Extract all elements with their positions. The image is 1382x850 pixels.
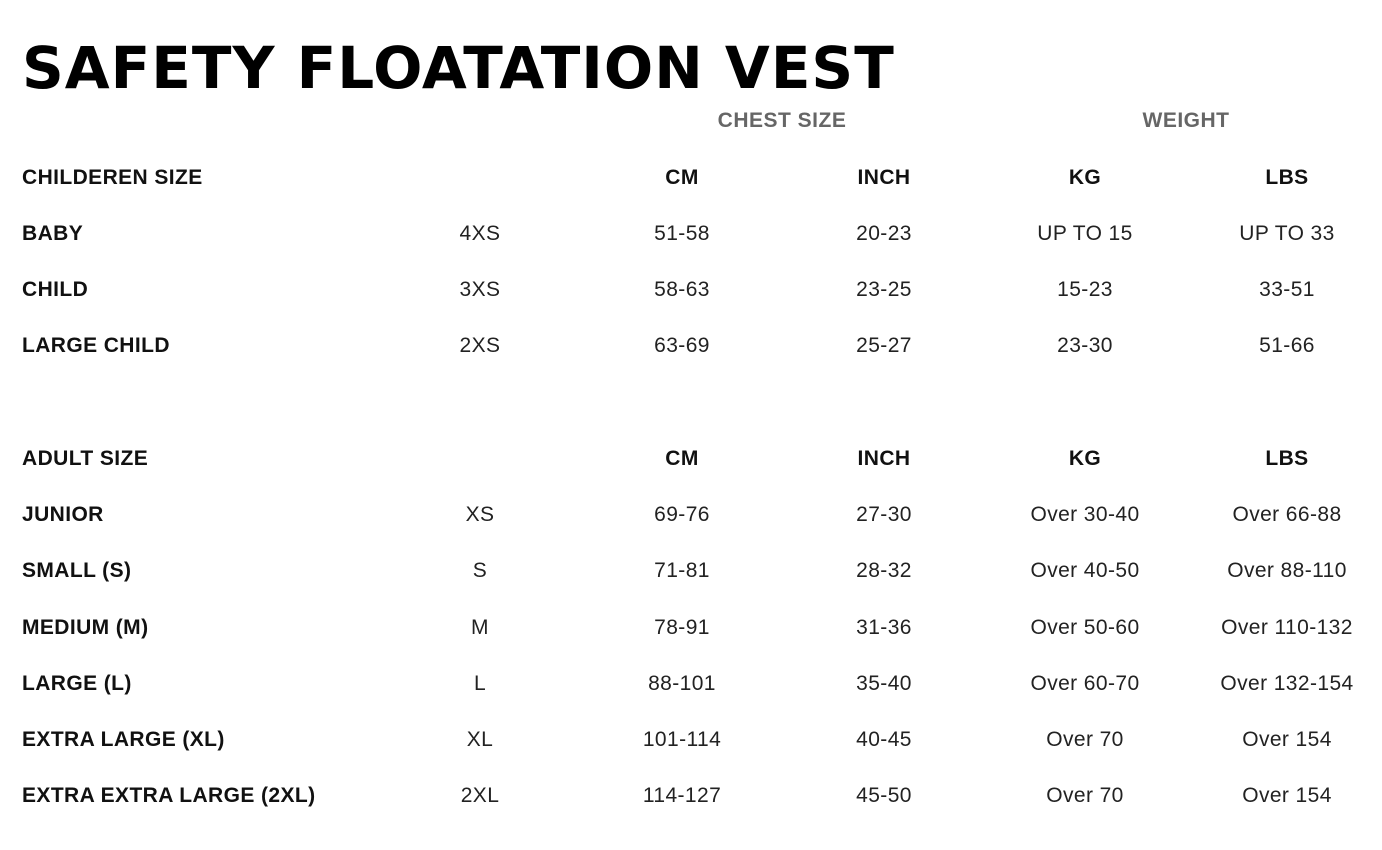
inch-column-header: INCH <box>857 447 911 470</box>
size-label: CHILD <box>22 278 89 301</box>
chest-cm: 114-127 <box>642 784 722 807</box>
cm-column-header: CM <box>665 166 699 189</box>
table-row <box>0 326 1382 366</box>
chest-cm: 51-58 <box>654 222 710 245</box>
lbs-column-header: LBS <box>1265 447 1309 470</box>
chest-cm: 78-91 <box>654 616 710 639</box>
kg-column-header: KG <box>1068 447 1102 470</box>
chest-inch: 20-23 <box>856 222 912 245</box>
weight-kg: Over 70 <box>1046 728 1124 751</box>
chest-inch: 35-40 <box>856 672 912 695</box>
size-code: 3XS <box>459 278 501 301</box>
weight-kg: Over 50-60 <box>1030 616 1140 639</box>
chest-cm: 63-69 <box>654 334 710 357</box>
chest-cm: 71-81 <box>654 559 710 582</box>
table-row <box>0 551 1382 591</box>
table-row <box>0 270 1382 310</box>
size-label: BABY <box>22 222 84 245</box>
kg-column-header: KG <box>1068 166 1102 189</box>
weight-lbs: Over 66-88 <box>1232 503 1342 526</box>
size-code: L <box>473 672 487 695</box>
children-header-row <box>0 158 1382 198</box>
lbs-column-header: LBS <box>1265 166 1309 189</box>
chest-cm: 101-114 <box>642 728 722 751</box>
cm-column-header: CM <box>665 447 699 470</box>
weight-kg: Over 30-40 <box>1030 503 1140 526</box>
chest-inch: 28-32 <box>856 559 912 582</box>
weight-lbs: Over 132-154 <box>1220 672 1354 695</box>
chest-inch: 45-50 <box>856 784 912 807</box>
chest-cm: 58-63 <box>654 278 710 301</box>
weight-lbs: 33-51 <box>1259 278 1315 301</box>
size-code: XL <box>466 728 494 751</box>
size-code: S <box>472 559 488 582</box>
chest-size-group-header: CHEST SIZE <box>717 109 847 132</box>
chest-inch: 40-45 <box>856 728 912 751</box>
chest-inch: 27-30 <box>856 503 912 526</box>
children-size-heading: CHILDEREN SIZE <box>22 166 203 189</box>
size-code: 2XS <box>459 334 501 357</box>
weight-kg: UP TO 15 <box>1037 222 1133 245</box>
weight-kg: Over 70 <box>1046 784 1124 807</box>
weight-group-header: WEIGHT <box>1142 109 1230 132</box>
size-code: 4XS <box>459 222 501 245</box>
inch-column-header: INCH <box>857 166 911 189</box>
weight-lbs: 51-66 <box>1259 334 1315 357</box>
weight-lbs: UP TO 33 <box>1239 222 1335 245</box>
weight-lbs: Over 154 <box>1242 728 1332 751</box>
weight-lbs: Over 110-132 <box>1221 616 1353 639</box>
chest-cm: 69-76 <box>654 503 710 526</box>
chest-cm: 88-101 <box>648 672 716 695</box>
weight-kg: Over 40-50 <box>1030 559 1140 582</box>
weight-kg: 15-23 <box>1057 278 1113 301</box>
size-label: MEDIUM (M) <box>22 616 149 639</box>
size-label: JUNIOR <box>22 503 104 526</box>
size-code: M <box>471 616 489 639</box>
weight-kg: Over 60-70 <box>1030 672 1140 695</box>
table-row <box>0 720 1382 760</box>
weight-lbs: Over 154 <box>1242 784 1332 807</box>
size-label: EXTRA LARGE (XL) <box>22 728 225 751</box>
table-row <box>0 495 1382 535</box>
size-label: EXTRA EXTRA LARGE (2XL) <box>22 784 316 807</box>
adult-header-row <box>0 439 1382 479</box>
table-row <box>0 664 1382 704</box>
size-code: 2XL <box>460 784 500 807</box>
size-label: LARGE (L) <box>22 672 132 695</box>
adult-size-heading: ADULT SIZE <box>22 447 149 470</box>
size-label: LARGE CHILD <box>22 334 170 357</box>
chest-inch: 23-25 <box>856 278 912 301</box>
table-row <box>0 214 1382 254</box>
size-label: SMALL (S) <box>22 559 132 582</box>
size-code: XS <box>465 503 495 526</box>
chest-inch: 31-36 <box>856 616 912 639</box>
table-row <box>0 608 1382 648</box>
chest-inch: 25-27 <box>856 334 912 357</box>
weight-kg: 23-30 <box>1057 334 1113 357</box>
weight-lbs: Over 88-110 <box>1227 559 1347 582</box>
page-title: SAFETY FLOATATION VEST <box>22 34 895 102</box>
table-row <box>0 776 1382 816</box>
